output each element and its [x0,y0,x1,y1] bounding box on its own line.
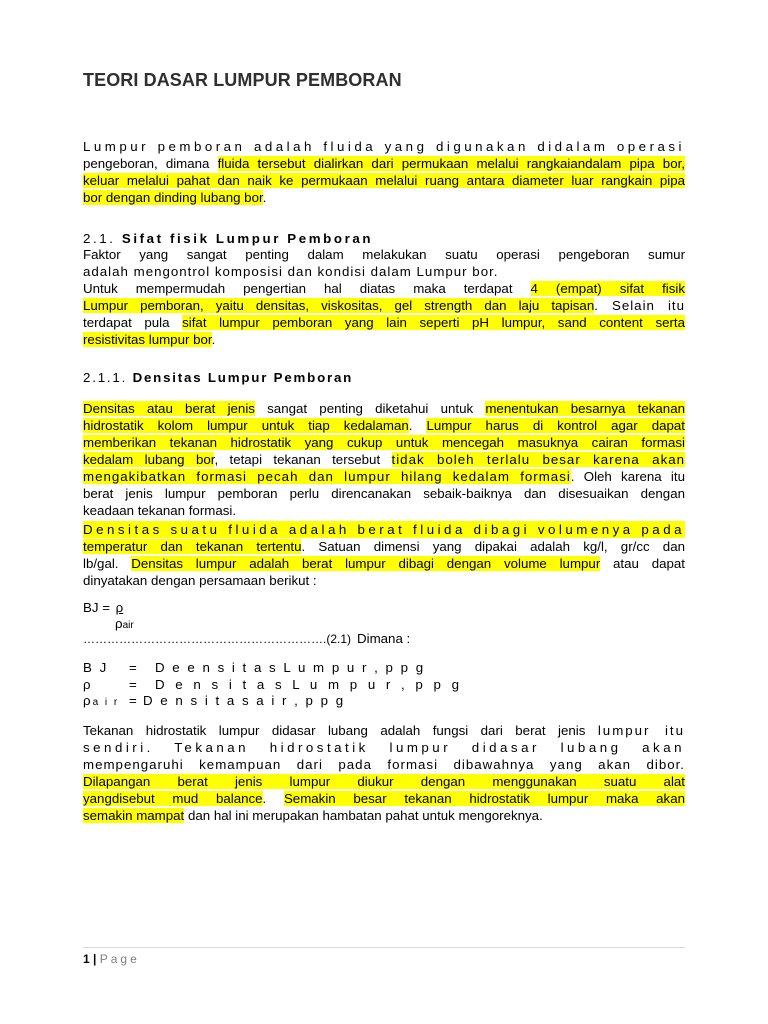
sec211-p3-line-4: Dilapangan berat jenis lumpur diukur dengan menggunakan suatu alat [83,774,685,789]
sec211-p1-line-5: mengakibatkan formasi pecah dan lumpur hilang kedalam formasi. Oleh karena itu [83,469,685,484]
intro-line-4: bor dengan dinding lubang bor. [83,190,267,205]
sec211-paragraph-1 [83,400,685,519]
sec21-line-2: adalah mengontrol komposisi dan kondisi dalam Lumpur bor. [83,264,499,279]
sec211-p3-line-6: semakin mampat dan hal ini merupakan hambatan pahat untuk mengoreknya. [83,808,543,823]
section-2-1-body [83,246,685,348]
sec211-paragraph-2 [83,521,685,589]
document-title: TEORI DASAR LUMPUR PEMBORAN [83,70,402,90]
sec211-p2-line-4: dinyatakan dengan persamaan berikut : [83,573,317,588]
document-page [83,0,685,1024]
sec21-line-6: resistivitas lumpur bor. [83,332,216,347]
sec211-p3-line-5: yangdisebut mud balance. Semakin besar tekanan hidrostatik lumpur maka akan [83,791,686,806]
sec211-p3-line-3: mempengaruhi kemampuan dari pada formasi dibawahnya yang akan dibor. [83,757,685,772]
intro-line-1: Lumpur pemboran adalah fluida yang digunakan didalam operasi [83,139,685,154]
sec211-p1-line-1: Densitas atau berat jenis sangat penting diketahui untuk menentukan besarnya tekanan [83,401,685,416]
sec211-p3-line-2: sendiri. Tekanan hidrostatik lumpur didasar lubang akan [83,740,685,755]
formula-equation-line: …………………………………………………….(2.1) Dimana : [83,631,411,646]
definition-bj: B J = D e e n s i t a s L u m p u r , p p g [83,660,426,675]
sec211-p3-line-1: Tekanan hidrostatik lumpur didasar lubang adalah fungsi dari berat jenis lumpur itu [83,723,685,738]
sec211-p2-line-3: lb/gal. Densitas lumpur adalah berat lumpur dibagi dengan volume lumpur atau dapat [83,556,685,571]
sec21-line-5: terdapat pula sifat lumpur pemboran yang lain seperti pH lumpur, sand content serta [83,315,686,330]
sec211-p1-line-2: hidrostatik kolom lumpur untuk tiap kedalaman. Lumpur harus di kontrol agar dapat [83,418,685,433]
intro-line-2: pengeboran, dimana fluida tersebut dialirkan dari permukaan melalui rangkaiandalam pipa bor, [83,156,685,171]
sec211-p1-line-7: keadaan tekanan formasi. [83,503,237,518]
sec211-p1-line-4: kedalam lubang bor, tetapi tekanan tersebut tidak boleh terlalu besar karena akan [83,452,686,467]
definition-rho-air: ρa i r = D e n s i t a s a i r , p p g [83,693,346,708]
sec211-p2-line-1: Densitas suatu fluida adalah berat fluida dibagi volumenya pada [83,522,685,537]
section-2-1-heading: 2.1. Sifat fisik Lumpur Pemboran [83,231,374,246]
formula-bj: BJ = ρ [83,600,124,615]
footer-divider [83,947,685,948]
sec21-line-4: Lumpur pemboran, yaitu densitas, viskositas, gel strength dan laju tapisan. Selain itu [83,298,686,313]
intro-line-3: keluar melalui pahat dan naik ke permukaan melalui ruang antara diameter luar rangkain pipa [83,173,685,188]
formula-denominator: ρair [115,616,134,631]
sec211-paragraph-3 [83,722,685,824]
page-number: 1 [83,952,90,966]
sec21-line-1: Faktor yang sangat penting dalam melakukan suatu operasi pengeboran sumur [83,247,685,262]
page-footer: 1 | Page [83,952,140,966]
section-2-1-1-heading: 2.1.1. Densitas Lumpur Pemboran [83,370,354,385]
intro-paragraph [83,138,685,206]
sec21-line-3: Untuk mempermudah pengertian hal diatas maka terdapat 4 (empat) sifat fisik [83,281,685,296]
page-label: Page [99,952,140,966]
sec211-p2-line-2: temperatur dan tekanan tertentu. Satuan dimensi yang dipakai adalah kg/l, gr/cc dan [83,539,685,554]
formula-numerator: ρ [115,600,124,615]
sec211-p1-line-6: berat jenis lumpur pemboran perlu direncanakan sebaik-baiknya dan disesuaikan dengan [83,486,685,501]
equation-number: (2.1) [326,632,352,646]
definition-rho: ρ = D e n s i t a s L u m p u r , p p g [83,677,463,692]
sec211-p1-line-3: memberikan tekanan hidrostatik yang cukup untuk mencegah masuknya cairan formasi [83,435,685,450]
